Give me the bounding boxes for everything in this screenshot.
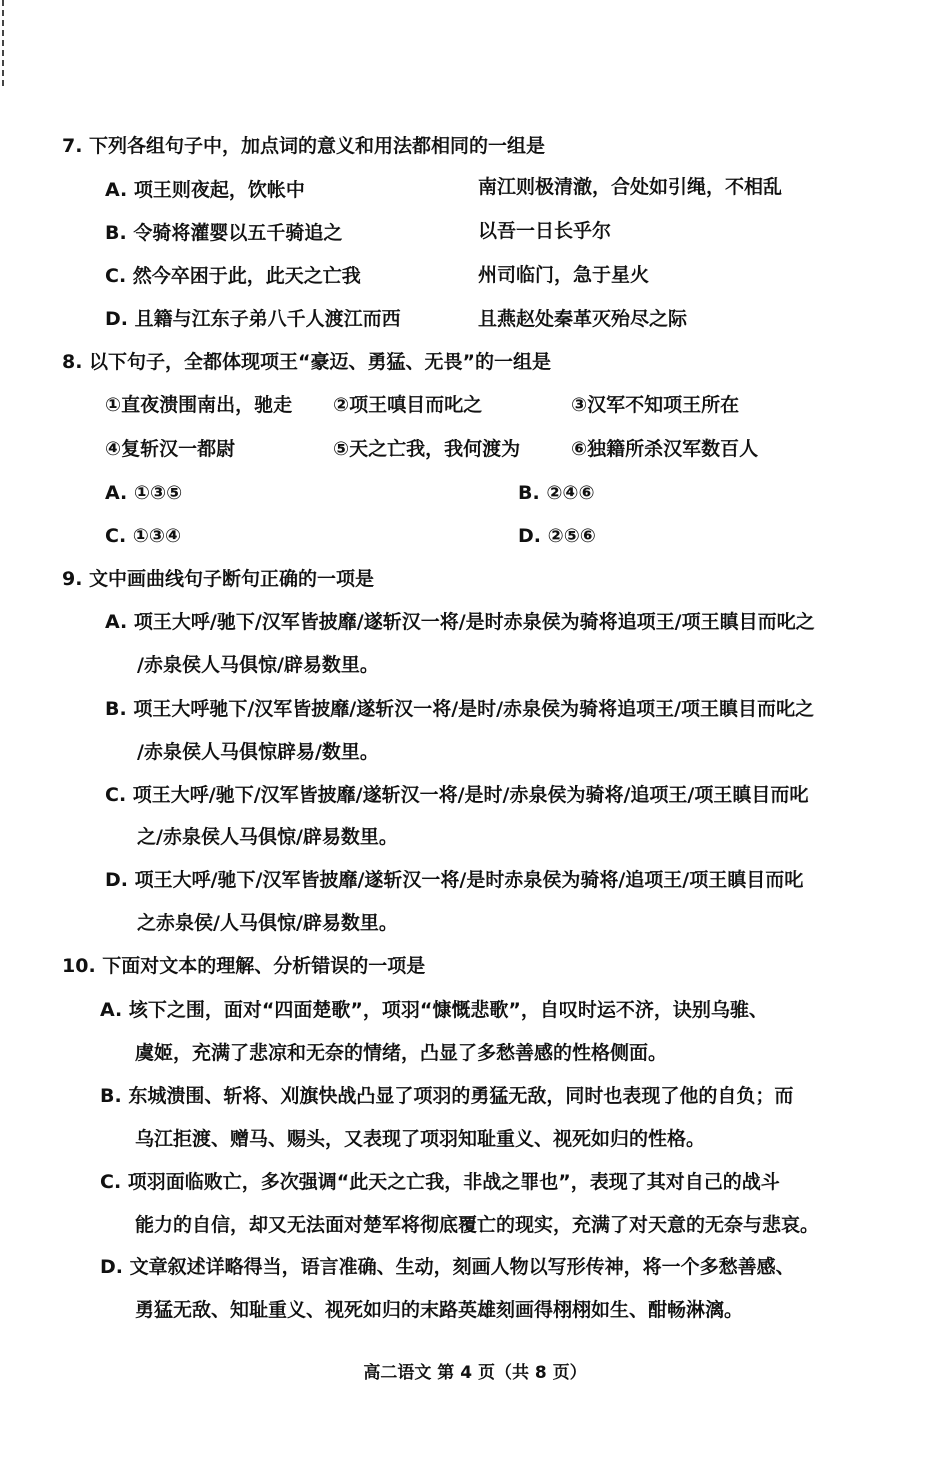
q8-item-2: ②项王嗔目而叱之 xyxy=(333,394,483,416)
q9-option-b-line2: /赤泉侯人马俱惊辟易/数里。 xyxy=(137,741,379,763)
q10-stem: 10. 下面对文本的理解、分析错误的一项是 xyxy=(62,955,426,977)
q10-option-b-line2: 乌江拒渡、赠马、赐头，又表现了项羽知耻重义、视死如归的性格。 xyxy=(135,1128,706,1150)
page-footer: 高二语文 第 4 页（共 8 页） xyxy=(363,1363,587,1383)
q8-option-c: C. ①③④ xyxy=(105,525,182,547)
q8-option-b: B. ②④⑥ xyxy=(518,482,595,504)
q7-option-b-right: 以吾一日长乎尔 xyxy=(478,220,612,242)
q8-item-3: ③汉军不知项王所在 xyxy=(571,394,740,416)
q10-option-d-line1: D. 文章叙述详略得当，语言准确、生动，刻画人物以写形传神，将一个多愁善感、 xyxy=(100,1256,795,1278)
q8-option-a: A. ①③⑤ xyxy=(105,482,183,504)
q9-option-c-line1: C. 项王大呼/驰下/汉军皆披靡/遂斩汉一将/是时/赤泉侯为骑将/追项王/项王瞋目而叱 xyxy=(105,784,809,806)
q10-option-a-line1: A. 垓下之围，面对“四面楚歌”，项羽“慷慨悲歌”，自叹时运不济，诀别乌骓、 xyxy=(100,999,768,1021)
q9-option-d-line1: D. 项王大呼/驰下/汉军皆披靡/遂斩汉一将/是时赤泉侯为骑将/追项王/项王瞋目而叱 xyxy=(105,869,804,891)
q10-option-b-line1: B. 东城溃围、斩将、刈旗快战凸显了项羽的勇猛无敌，同时也表现了他的自负；而 xyxy=(100,1085,794,1107)
q7-option-a-left: A. 项王则夜起，饮帐中 xyxy=(105,179,305,201)
q8-item-4: ④复斩汉一都尉 xyxy=(105,438,236,460)
q9-option-a-line2: /赤泉侯人马俱惊/辟易数里。 xyxy=(137,654,379,676)
q10-option-a-line2: 虞姬，充满了悲凉和无奈的情绪，凸显了多愁善感的性格侧面。 xyxy=(135,1042,668,1064)
q9-stem: 9. 文中画曲线句子断句正确的一项是 xyxy=(62,568,375,590)
q7-option-c-left: C. 然今卒困于此，此天之亡我 xyxy=(105,265,361,287)
q10-option-d-line2: 勇猛无敌、知耻重义、视死如归的末路英雄刻画得栩栩如生、酣畅淋漓。 xyxy=(135,1299,744,1321)
q7-option-c-right: 州司临门，急于星火 xyxy=(478,264,650,286)
q8-item-6: ⑥独籍所杀汉军数百人 xyxy=(571,438,759,460)
q7-option-d-right: 且燕赵处秦革灭殆尽之际 xyxy=(478,308,688,330)
binding-edge-mark xyxy=(2,0,4,90)
q8-item-5: ⑤天之亡我，我何渡为 xyxy=(333,438,521,460)
q9-option-c-line2: 之/赤泉侯人马俱惊/辟易数里。 xyxy=(137,826,398,848)
q8-item-1: ①直夜溃围南出，驰走 xyxy=(105,394,293,416)
q10-option-c-line1: C. 项羽面临败亡，多次强调“此天之亡我，非战之罪也”，表现了其对自己的战斗 xyxy=(100,1171,780,1193)
q10-option-c-line2: 能力的自信，却又无法面对楚军将彻底覆亡的现实，充满了对天意的无奈与悲哀。 xyxy=(135,1214,820,1236)
q9-option-b-line1: B. 项王大呼驰下/汉军皆披靡/遂斩汉一将/是时/赤泉侯为骑将追项王/项王瞋目而叱之 xyxy=(105,698,815,720)
q7-option-d-left: D. 且籍与江东子弟八千人渡江而西 xyxy=(105,308,401,330)
q9-option-d-line2: 之赤泉侯/人马俱惊/辟易数里。 xyxy=(137,912,398,934)
q8-stem: 8. 以下句子，全都体现项王“豪迈、勇猛、无畏”的一组是 xyxy=(62,351,552,373)
q9-option-a-line1: A. 项王大呼/驰下/汉军皆披靡/遂斩汉一将/是时赤泉侯为骑将追项王/项王瞋目而叱之 xyxy=(105,611,815,633)
q7-option-a-right: 南江则极清澈，合处如引绳，不相乱 xyxy=(478,176,783,198)
q8-option-d: D. ②⑤⑥ xyxy=(518,525,596,547)
q7-stem: 7. 下列各组句子中，加点词的意义和用法都相同的一组是 xyxy=(62,135,546,157)
q7-option-b-left: B. 令骑将灌婴以五千骑追之 xyxy=(105,222,343,244)
